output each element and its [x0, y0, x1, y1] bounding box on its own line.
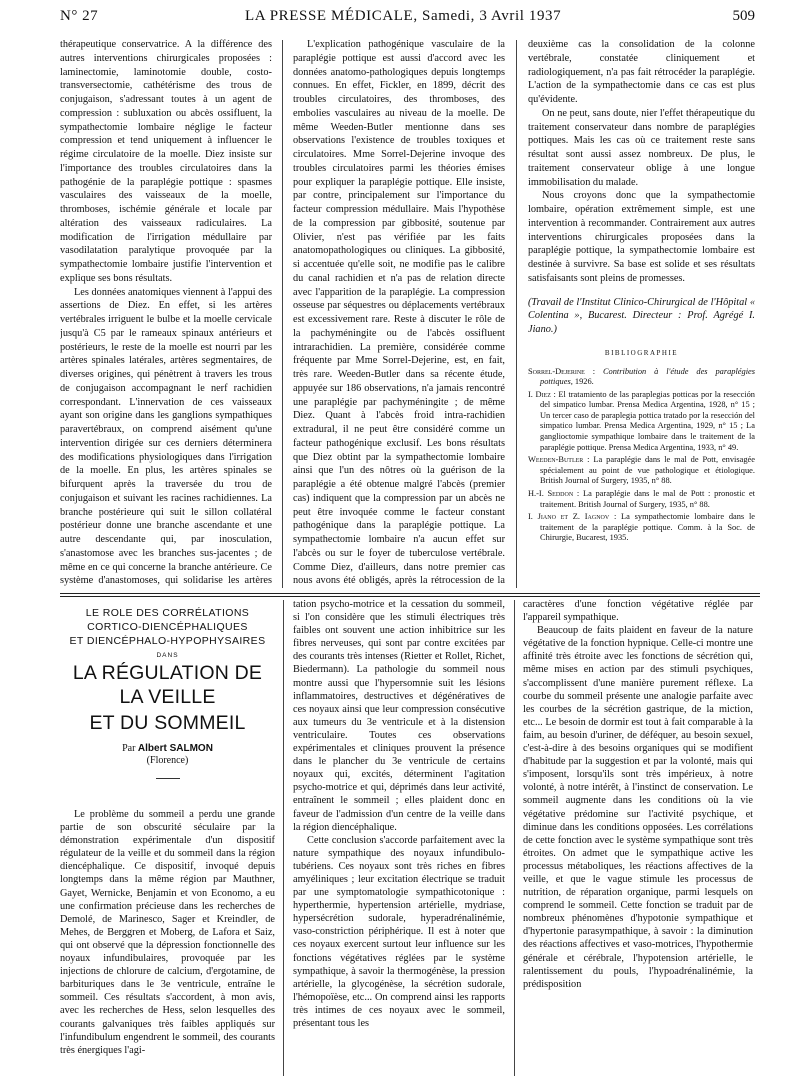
bibliography-entry: Sorrel-Dejerine : Contribution à l'étude des paraplégies pottiques, 1926.	[528, 366, 755, 387]
paragraph: thérapeutique conservatrice. A la différence des autres interventions chirurgicales proposées : laminectomie, laminotomie double, costo-transversectomie, cathétérisme des trous de conjugaison, s'adressant toutes à un agent de compression : subluxation ou abcès ossifluent, la sympathectomie lombaire néglige le facteur compression et tend uniquement à influencer le régime circulatoire de la moelle. Diez insiste sur l'importance des troubles circulatoires dans la pathogénie de la paraplégie pottique : spasmes vasculaires des vaisseaux de la moelle, thromboses, ischémie générale et locale par altération des vaisseaux radiculaires. La modification de l'irrigation médullaire par vasodilatation paralytique provoquée par la sympathectomie lombaire justifie l'intervention et explique ses bons résultats.	[60, 39, 272, 284]
institution-note: (Travail de l'Institut Clinico-Chirurgical de l'Hôpital « Colentina », Bucarest. Directeur : Prof. Agrégé I. Jiano.)	[528, 296, 755, 335]
article-column-2	[293, 598, 505, 1076]
article-kicker-line: CORTICO-DIENCÉPHALIQUES	[87, 621, 248, 633]
column-divider	[282, 40, 283, 588]
paragraph: On ne peut, sans doute, nier l'effet thérapeutique du traitement conservateur dans nombre de paraplégies pottiques. Mais les cas où ce traitement reste sans résultat sont aussi assez nombreux. De plus, le traitement conservateur oblige à une longue immobilisation du malade.	[528, 107, 755, 188]
article-kicker-line: ET DIENCÉPHALO-HYPOPHYSAIRES	[69, 635, 266, 647]
issue-date: Samedi, 3 Avril 1937	[422, 8, 562, 24]
paragraph: Le problème du sommeil a perdu une grande partie de son obscurité séculaire par la démonstration expérimentale d'un dispositif régulateur de la veille et du sommeil dans la région diencéphalique. Ce dispositif, invoqué depuis longtemps dans la même région par Mauthner, Gayet, Wernicke, Benjamin et von Economo, a eu une confirmation précieuse dans les recherches de Demolé, de Marinesco, Sager et Kreindler, de Mehes, de Berggren et Moberg, de Lafora et Saiz, qui ont observé que la dépression fonctionnelle des noyaux infundibulaires, provoquée par les injections de chlorure de calcium, d'ergotamine, de barbituriques dans le 3e ventricule, entraîne le sommeil. Ces résultats s'accordent, à mon avis, avec les recherches de Hess, selon lesquelles des courants galvaniques très faibles appliqués sur l'infundibulum engendrent le sommeil, des courants très énergiques l'agi-	[60, 809, 275, 1056]
paragraph: Cette conclusion s'accorde parfaitement avec la nature sympathique des noyaux infundibulo-tubériens. Ces noyaux sont très riches en fibres amyéliniques ; leur excitation électrique se traduit par une symptomatologie sympathicotonique : hyperthermie, hypertension artérielle, mydriase, hypersécrétion sudorale, hyperadrénalinémie, vaso-constriction périphérique. Il est à noter que ces noyaux exercent surtout leur influence sur les fonctions végétatives réglées par le système sympathique, à savoir la thermogénèse, la pression artérielle, la glycogénèse, la sécrétion sudorale, l'hémopoïèse, etc... On comprend ainsi les rapports très intimes de ces noyaux avec le sommeil, présentant tous les	[293, 834, 505, 1029]
bibliography-title: BIBLIOGRAPHIE	[604, 348, 679, 357]
paragraph: deuxième cas la consolidation de la colonne vertébrale, constatée cliniquement et radiologiquement, n'a pas fait rétrocéder la paraplégie. L'action de la sympathectomie dans ce cas est plus qu'évidente.	[528, 39, 755, 105]
paragraph: tation psycho-motrice et la cessation du sommeil, si l'on considère que les stimuli électriques très faibles ont souvent une action inhibitrice sur les fibres nerveuses, qui sont par contre excitées par des courants très intenses (Rietter et Rollet, Richet, Biedermann). La pathologie du sommeil nous montre aussi que l'hypersomnie suit les lésions inflammatoires, destructives et dégénératives de ces noyaux ainsi que leur compression consécutive aux tumeurs du 3e ventricule et à la distension ventriculaire. Toutes ces observations expérimentales et cliniques prouvent la présence dans le plancher du 3e ventricule de certains noyaux qui, excités, déterminent l'agitation psycho-motrice et qui, déprimés dans leur activité, entraînent le sommeil ; elles plaident donc en faveur de l'admission d'un centre de la veille dans la région diencéphalique.	[293, 599, 505, 833]
article-title-line: ET DU SOMMEIL	[89, 712, 246, 734]
top-article-column-3	[528, 38, 755, 590]
article-byline: Par Albert SALMON	[122, 743, 213, 754]
bibliography-entry: I. Jiano et Z. Iagnov : La sympathectomie lombaire dans le traitement de la paraplégie pottique. Comm. à la Soc. de Chirurgie, Bucarest, 1935.	[528, 512, 755, 543]
paragraph: Beaucoup de faits plaident en faveur de la nature végétative de la fonction hypnique. Celle-ci montre une affinité très étroite avec les fonctions de sécrétion qui, même mises en action par des stimuli psychiques, s'accomplissent d'une manière purement réflexe. La courbe du sommeil présente une analogie parfaite avec les courbes de la sécrétion gastrique, de la miction, etc... Le besoin de dormir est tout à fait comparable à la faim, au besoin d'uriner, de déféquer, au besoin sexuel, c'est-à-dire à des besoins organiques qui se modifient d'habitude par la suggestion et par la volonté, mais qui s'imposent, lorsqu'ils sont très impérieux, à notre volonté, à notre intérêt, à l'instinct de conservation. Le sommeil augmente dans les conditions où la vie végétative prédomine sur l'activité psychique, et diminue dans les conditions opposées. Les corrélations de cette fonction avec le système sympathique sont très étroites. On admet que le sympathique active les processus métaboliques, les réactions affectives de la veille, et que le vague stimule les processus de nutrition, de réparation organique, parmi lesquels on comprend le sommeil. Cette fonction se traduit par de nombreux phénomènes d'hypotonie sympathique et d'hypertonie parasympathique, à savoir : la diminution des réactions affectives et vaso-motrices, l'hypothermie générale et cérébrale, l'hypotension artérielle, le ralentissement du pouls, l'hypoadrénalinémie, la prédisposition	[523, 625, 753, 990]
article-column-1	[60, 808, 275, 1074]
heading-rule	[156, 778, 180, 779]
top-article-column-2	[293, 38, 505, 590]
bibliography-list	[528, 367, 755, 545]
journal-title	[245, 8, 561, 25]
section-divider	[60, 593, 760, 594]
article-heading	[60, 606, 275, 779]
journal-name: LA PRESSE MÉDICALE,	[245, 8, 418, 24]
column-divider	[516, 40, 517, 588]
paragraph: Nous croyons donc que la sympathectomie lombaire, opération extrêmement simple, est une intervention à recommander. Contrairement aux autres interventions chirurgicales proposées dans la paraplégie pottique, la sympathectomie lombaire est destinée à survivre. Sa base est solide et ses résultats satisfaisants sont pleins de promesses.	[528, 190, 755, 284]
bibliography-entry: I. Diez : El tratamiento de las paraplegias potticas por la resección del simpatico lumbar. Prensa Medica Argentina, 1928, n° 15 ; Un tercer caso de paraplegia pottica tratado por la resección del simpatico lumbar. Prensa Medica Argentina, 1929, n° 15 ; La ganglioctomie sympathique lombaire dans le traitement de la paraplégie pottique. Prensa Medica Argentina, 1933, n° 49.	[528, 389, 755, 452]
column-divider	[514, 600, 515, 1076]
page-header	[60, 6, 755, 32]
author-name: Albert SALMON	[137, 743, 213, 754]
article-kicker-dans: DANS	[156, 652, 179, 659]
article-title-line: LA RÉGULATION DE LA VEILLE	[72, 662, 263, 708]
article-column-3	[523, 598, 753, 1076]
article-kicker-line: LE ROLE DES CORRÉLATIONS	[85, 607, 250, 619]
bibliography-entry: Weeden-Butler : La paraplégie dans le mal de Pott, envisagée spécialement au point de vue pathologique et étiologique. British Journal of Surgery, 1935, n° 88.	[528, 455, 755, 486]
top-article-column-1	[60, 38, 272, 590]
column-divider	[283, 600, 284, 1076]
issue-number: N° 27	[60, 8, 99, 24]
author-location: (Florence)	[146, 755, 189, 766]
paragraph: Les données anatomiques viennent à l'appui des assertions de Diez. En effet, si les artères vertébrales irriguent le bulbe et la moelle cervicale jusqu'à C5 par le rameaux spinaux antérieurs et postérieurs, le reste de la moelle est nourri par les artères spinales latérales, artères segmentaires, de diverses origines, qui pénètrent à travers les trous de conjugaison accompagnant le nerf rachidien correspondant. L'innervation de ces vaisseaux ayant son origine dans les ganglions sympathiques paravertébraux, on comprend aisément qu'une intervention dirigée sur ces derniers déterminera des modifications physiologiques dans l'irrigation de la moelle. En plus, les artères spinales se bifurquent après la traversée du trou de conjugaison et suivant les racines rachidiennes. La branche postérieure qui suit le sillon collatéral postérieur donne une branche ascendante et une autre descendante qui, par inosculation, s'anastomose avec les branches sus-jacentes ; de même en ce qui concerne la branche antérieure. Ce système d'anastomoses, qui solidarise les artères	[60, 286, 272, 587]
bibliography-entry: H.-I. Seddon : La paraplégie dans le mal de Pott : pronostic et traitement. British Journal of Surgery, 1935, n° 88.	[528, 489, 755, 509]
paragraph: L'explication pathogénique vasculaire de la paraplégie pottique est aussi d'accord avec les données anatomo-pathologiques depuis longtemps connues. En effet, Fickler, en 1899, décrit des troubles circulatoires, des thromboses, des embolies vasculaires au niveau de la moelle. De même Weeden-Butler mentionne dans ses observations l'existence de troubles toxiques et circulatoires. Mme Sorrel-Dejerine invoque des troubles circulatoires parmi les théories émises pour expliquer la paraplégie pottique. Elle insiste, par contre, principalement sur l'importance du facteur compression médullaire. Mais l'hypothèse de la compression par gibbosité, soutenue par Olivier, n'est pas vérifiée par les faits anatomopathologiques ou cliniques. La gibbosité, si accentuée qu'elle soit, ne modifie pas le calibre du canal rachidien et n'a pas de relation directe avec l'apparition de la paraplégie. La compression osseuse par séquestres ou déplacements vertébraux est excessivement rare. Reste à discuter le rôle de la pachyméningite ou de l'abcès ossifluent intrarachidien. La première, considérée comme fréquente par Mme Sorrel-Dejerine, est, en fait, très rare. Weeden-Butler dans sa récente étude, appuyée sur 186 observations, n'a jamais rencontré une paraplégie par pachyméningite ; de même Diez. Quant à l'abcès froid intra-rachidien extradural, il ne peut être considéré comme un facteur pathogénique exclusif. Les bons résultats que Diez obtint par la sympathectomie lombaire ainsi que l'un des nôtres où la guérison de la paraplégie a été obtenue malgré l'abcès (premier cas) indiquent que la compression par un abcès ne peut être invoquée comme le facteur constant pathogénique dans la paraplégie pottique. La sympathectomie lombaire n'a aucun effet sur l'abcès ou sur le foyer de tuberculose vertébrale. Comme Diez, d'ailleurs, dans notre premier cas nous avons été obligés, après la rétrocession de la	[293, 39, 505, 587]
section-divider	[60, 596, 760, 597]
paragraph: caractères d'une fonction végétative réglée par l'appareil sympathique.	[523, 599, 753, 624]
page-number: 509	[732, 8, 755, 24]
